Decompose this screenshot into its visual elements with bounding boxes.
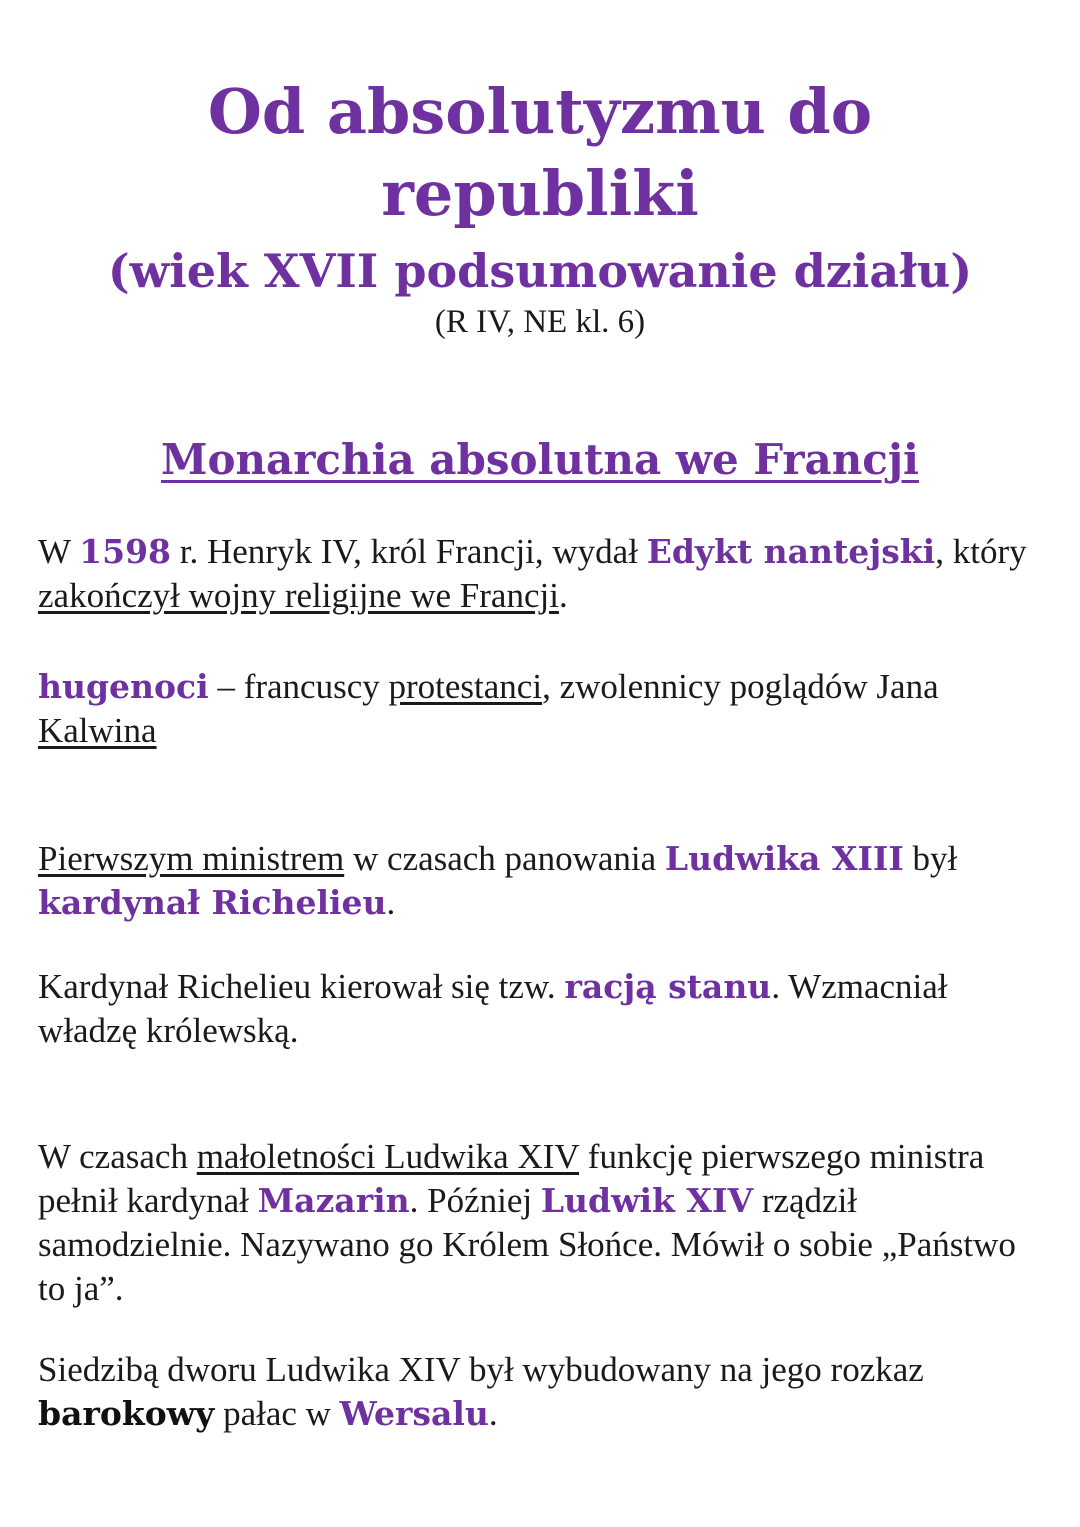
paragraph-huguenots bbox=[38, 665, 1048, 753]
paragraph-versailles bbox=[38, 1348, 1048, 1436]
year-1598: 1598 bbox=[79, 532, 172, 571]
text: . Wzmacniał władzę królewską. bbox=[38, 967, 948, 1050]
mazarin: Mazarin bbox=[257, 1181, 410, 1220]
text: Kardynał Richelieu kierował się tzw. bbox=[38, 967, 565, 1006]
text: W czasach bbox=[38, 1137, 197, 1176]
text: . bbox=[558, 576, 568, 615]
louis-xiv: Ludwik XIV bbox=[540, 1181, 754, 1220]
edict-of-nantes: Edykt nantejski bbox=[646, 532, 936, 571]
page-title-line1: Od absolutyzmu do bbox=[207, 75, 873, 148]
louis-xiii: Ludwika XIII bbox=[664, 839, 904, 878]
page-title-line2: republiki bbox=[381, 157, 699, 230]
text: , zwolennicy poglądów Jana bbox=[542, 667, 939, 706]
text: pałac w bbox=[214, 1394, 340, 1433]
text: Siedzibą dworu Ludwika XIV był wybudowany na jego rozkaz bbox=[38, 1350, 924, 1389]
first-minister: Pierwszym ministrem bbox=[38, 839, 345, 878]
text: rządził samodzielnie. Nazywano go Królem Słońce. Mówił o sobie „Państwo to ja”. bbox=[38, 1181, 1016, 1308]
text: . Później bbox=[409, 1181, 541, 1220]
calvin: Kalwina bbox=[38, 711, 157, 750]
paragraph-richelieu bbox=[38, 837, 1048, 925]
cardinal-richelieu: kardynał Richelieu bbox=[38, 883, 387, 922]
page-subtitle: (wiek XVII podsumowanie działu) bbox=[107, 244, 973, 298]
protestants: protestanci bbox=[388, 667, 543, 706]
reason-of-state: racją stanu bbox=[564, 967, 772, 1006]
versailles: Wersalu bbox=[339, 1394, 489, 1433]
text: . bbox=[386, 883, 396, 922]
text: W bbox=[38, 532, 80, 571]
text: był bbox=[903, 839, 958, 878]
textbook-reference: (R IV, NE kl. 6) bbox=[434, 304, 646, 340]
paragraph-edict bbox=[38, 530, 1048, 618]
paragraph-louis-xiv bbox=[38, 1135, 1048, 1311]
text: – francuscy bbox=[208, 667, 389, 706]
ended-religious-wars: zakończył wojny religijne we Francji bbox=[38, 576, 559, 615]
text: r. Henryk IV, król Francji, wydał bbox=[171, 532, 647, 571]
text: . bbox=[488, 1394, 498, 1433]
paragraph-reason-of-state bbox=[38, 965, 1048, 1053]
section-heading: Monarchia absolutna we Francji bbox=[161, 435, 919, 484]
text: w czasach panowania bbox=[344, 839, 665, 878]
text: , który bbox=[935, 532, 1027, 571]
baroque: barokowy bbox=[38, 1394, 215, 1433]
text: funkcję pierwszego ministra pełnił kardynał bbox=[38, 1137, 985, 1220]
term-huguenots: hugenoci bbox=[38, 667, 209, 706]
minority-louis-xiv: małoletności Ludwika XIV bbox=[196, 1137, 580, 1176]
